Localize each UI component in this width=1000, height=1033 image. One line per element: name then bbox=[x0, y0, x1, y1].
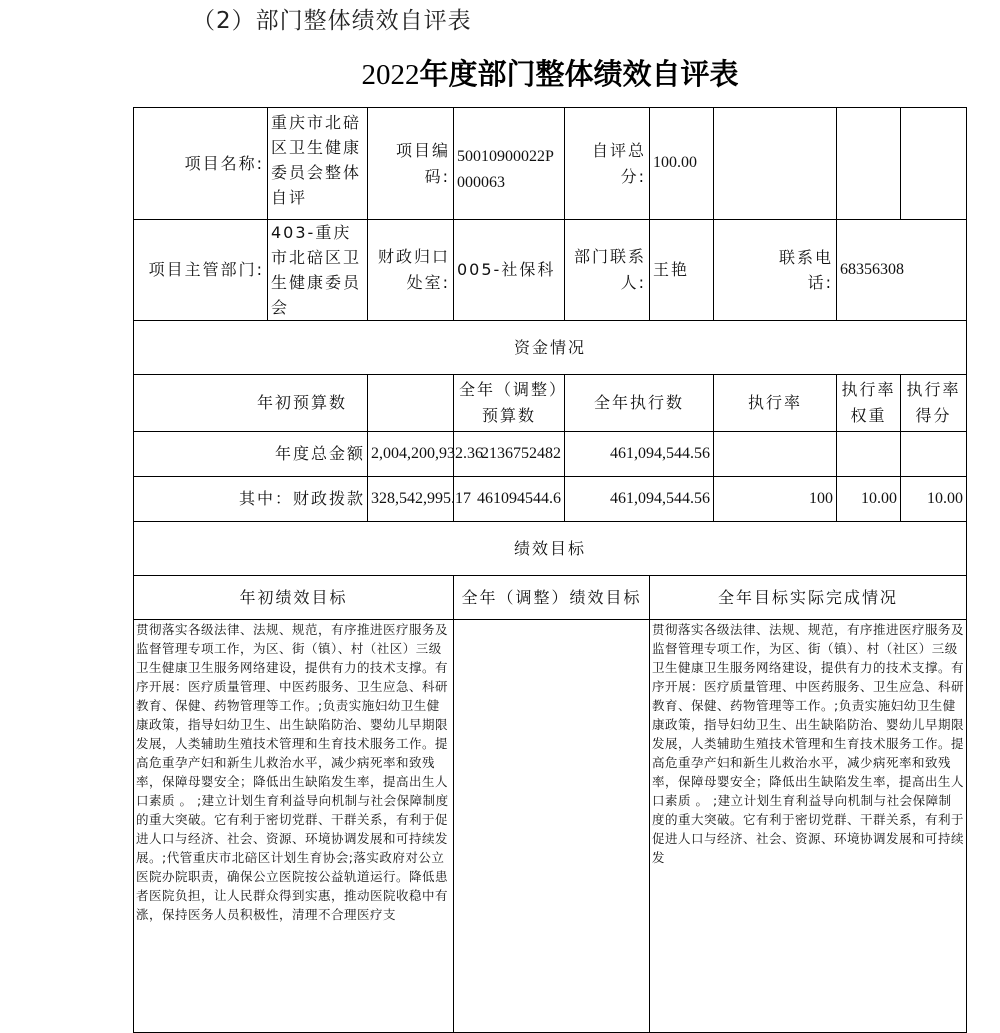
department-value: 403-重庆市北碚区卫生健康委员会 bbox=[268, 220, 368, 321]
funds-initial-value: 328,542,995.17 bbox=[368, 477, 454, 522]
finance-office-label: 财政归口处室: bbox=[368, 220, 454, 321]
funds-rate-value: 100 bbox=[714, 477, 837, 522]
funds-header-row bbox=[134, 375, 967, 432]
funds-score-value bbox=[901, 432, 967, 477]
contact-label: 部门联系人: bbox=[565, 220, 650, 321]
funds-header-initial: 年初预算数 bbox=[134, 375, 368, 432]
title-text: 年度部门整体绩效自评表 bbox=[419, 57, 739, 91]
performance-header-initial: 年初绩效目标 bbox=[134, 576, 454, 620]
score-value: 100.00 bbox=[650, 108, 714, 220]
project-name-label: 项目名称: bbox=[134, 108, 268, 220]
funds-executed-value: 461,094,544.56 bbox=[565, 432, 714, 477]
funds-header-score: 执行率得分 bbox=[901, 375, 967, 432]
funds-header-adjusted: 全年（调整）预算数 bbox=[454, 375, 565, 432]
performance-header-row bbox=[134, 576, 967, 620]
funds-weight-value: 10.00 bbox=[837, 477, 901, 522]
funds-adjusted-value: 461094544.6 bbox=[454, 477, 565, 522]
funds-header-rate: 执行率 bbox=[714, 375, 837, 432]
funds-section-row bbox=[134, 321, 967, 375]
empty-cell bbox=[901, 108, 967, 220]
funds-header-executed: 全年执行数 bbox=[565, 375, 714, 432]
document-title bbox=[0, 52, 1000, 93]
performance-header-adjusted: 全年（调整）绩效目标 bbox=[454, 576, 650, 620]
funds-row-fiscal bbox=[134, 477, 967, 522]
contact-value: 王艳 bbox=[650, 220, 714, 321]
funds-weight-value bbox=[837, 432, 901, 477]
project-info-row bbox=[134, 108, 967, 220]
initial-target-text: 贯彻落实各级法律、法规、规范，有序推进医疗服务及监督管理专项工作，为区、街（镇）、村（社区）三级卫生健康卫生服务网络建设，提供有力的技术支撑。有序开展：医疗质量管理、中医药服务、卫生应急、科研教育、保健、药物管理等工作。;负责实施妇幼卫生健康政策，指导妇幼卫生、出生缺陷防治、婴幼儿早期限发展，人类辅助生殖技术管理和生育技术服务工作。提高危重孕产妇和新生儿救治水平，减少病死率和致残率，保障母婴安全；降低出生缺陷发生率，提高出生人口素质 。 ;建立计划生育利益导向机制与社会保障制度的重大突破。它有利于密切党群、干群关系，有利于促进人口与经济、社会、资源、环境协调发展和可持续发展。;代管重庆市北碚区计划生育协会;落实政府对公立医院办院职责，确保公立医院按公益轨道运行。降低患者医院负担，让人民群众得到实惠，推动医院收稳中有涨，保持医务人员积极性，清理不合理医疗支 bbox=[134, 620, 454, 1033]
funds-row-label: 其中：财政拨款 bbox=[134, 477, 368, 522]
empty-cell bbox=[837, 108, 901, 220]
project-code-value: 50010900022P000063 bbox=[454, 108, 565, 220]
section-heading: （2）部门整体绩效自评表 bbox=[192, 8, 472, 34]
performance-content-row bbox=[134, 620, 967, 1033]
funds-section-title: 资金情况 bbox=[134, 321, 967, 375]
project-code-label: 项目编码: bbox=[368, 108, 454, 220]
funds-row-total bbox=[134, 432, 967, 477]
adjusted-target-text bbox=[454, 620, 650, 1033]
funds-row-label: 年度总金额 bbox=[134, 432, 368, 477]
department-label: 项目主管部门: bbox=[134, 220, 268, 321]
performance-section-title: 绩效目标 bbox=[134, 522, 967, 576]
performance-evaluation-table bbox=[133, 107, 967, 1033]
department-info-row bbox=[134, 220, 967, 321]
funds-score-value: 10.00 bbox=[901, 477, 967, 522]
finance-office-value: 005-社保科 bbox=[454, 220, 565, 321]
phone-value: 68356308 bbox=[837, 220, 967, 321]
performance-header-actual: 全年目标实际完成情况 bbox=[650, 576, 967, 620]
actual-completion-text: 贯彻落实各级法律、法规、规范，有序推进医疗服务及监督管理专项工作，为区、街（镇）、村（社区）三级卫生健康卫生服务网络建设，提供有力的技术支撑。有序开展：医疗质量管理、中医药服务、卫生应急、科研教育、保健、药物管理等工作。;负责实施妇幼卫生健康政策，指导妇幼卫生、出生缺陷防治、婴幼儿早期限发展，人类辅助生殖技术管理和生育技术服务工作。提高危重孕产妇和新生儿救治水平，减少病死率和致残率，保障母婴安全；降低出生缺陷发生率，提高出生人口素质 。 ;建立计划生育利益导向机制与社会保障制度的重大突破。它有利于密切党群、干群关系，有利于促进人口与经济、社会、资源、环境协调发展和可持续发 bbox=[650, 620, 967, 1033]
project-name-value: 重庆市北碚区卫生健康委员会整体自评 bbox=[268, 108, 368, 220]
title-year: 2022 bbox=[361, 59, 420, 91]
performance-section-row bbox=[134, 522, 967, 576]
funds-header-blank bbox=[368, 375, 454, 432]
empty-cell bbox=[714, 108, 837, 220]
phone-label: 联系电话: bbox=[714, 220, 837, 321]
funds-header-weight: 执行率权重 bbox=[837, 375, 901, 432]
funds-rate-value bbox=[714, 432, 837, 477]
funds-initial-value: 2,004,200,932.36 bbox=[368, 432, 454, 477]
score-label: 自评总分: bbox=[565, 108, 650, 220]
funds-executed-value: 461,094,544.56 bbox=[565, 477, 714, 522]
funds-adjusted-value: 2136752482 bbox=[454, 432, 565, 477]
